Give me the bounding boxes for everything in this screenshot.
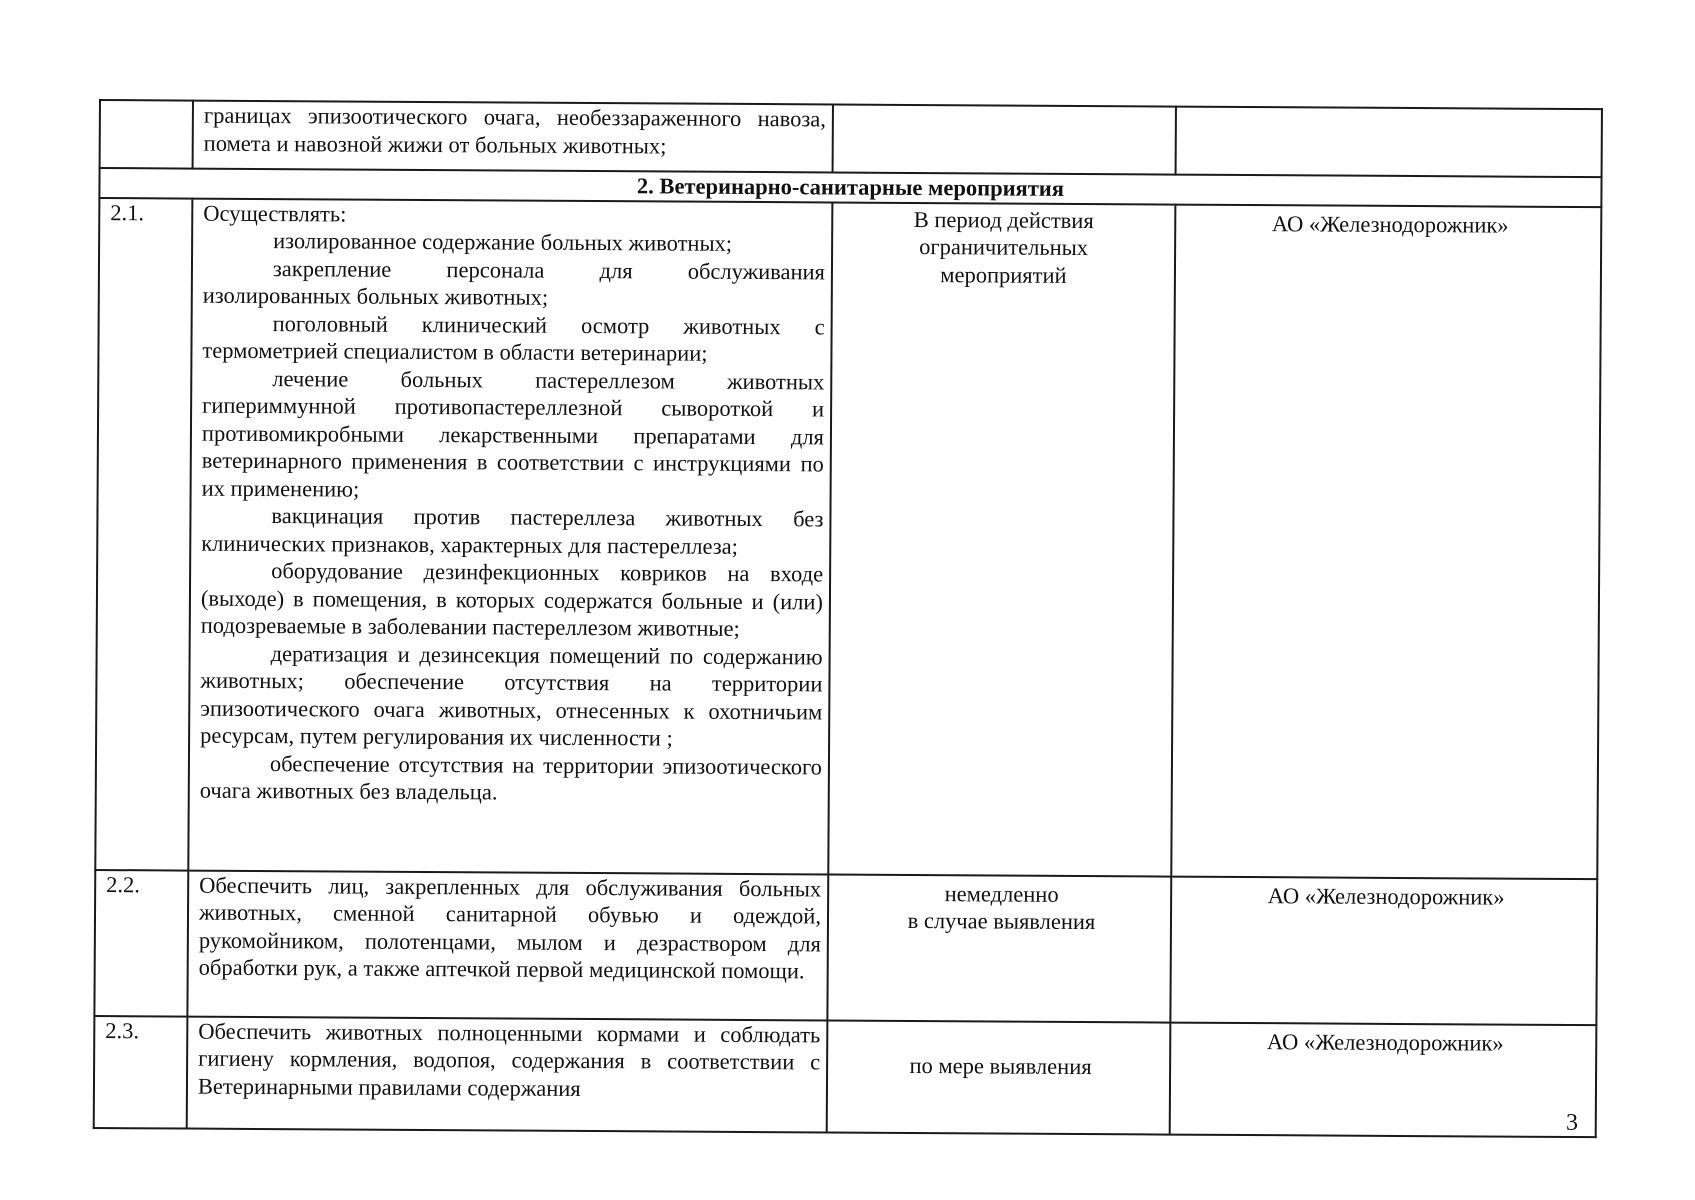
responsible-cell: [1176, 107, 1602, 178]
row-number: 2.2.: [94, 869, 188, 1016]
responsible-text: АО «Железнодорожник»: [1267, 882, 1505, 910]
responsible-text: АО «Железнодорожник»: [1271, 210, 1509, 238]
measure-cell: [187, 1016, 828, 1132]
measure-text: Обеспечить лиц, закрепленных для обслуживания больных животных, сменной санитарной обувью и одеждой, рукомойником, полотенцами, мылом и дезраствором для обработки рук, а также аптечкой первой медицинской помощи.: [198, 872, 822, 984]
row-number: 2.3.: [94, 1015, 188, 1128]
term-cell: [827, 1020, 1171, 1134]
measure-item: поголовный клинический осмотр животных с термометрией специалистом в области ветеринарии;: [202, 310, 825, 366]
responsible-cell: [1171, 204, 1601, 879]
measure-cell: [188, 198, 832, 874]
responsible-cell: [1170, 1022, 1597, 1137]
term-cell: [828, 202, 1175, 876]
section-title: 2. Ветеринарно-санитарные мероприятия: [99, 168, 1601, 207]
page-number: 3: [1566, 1110, 1578, 1136]
responsible-text: АО «Железнодорожник»: [1266, 1028, 1504, 1056]
table-row: [100, 100, 1602, 177]
measure-item: оборудование дезинфекционных ковриков на входе (выходе) в помещения, в которых содержатся больные и (или) подозреваемые в заболевании пастереллезом животные;: [200, 558, 824, 641]
table-row: [94, 1015, 1597, 1136]
row-number: 2.1.: [95, 198, 192, 871]
measure-item: вакцинация против пастереллеза животных без клинических признаков, характерных для пастереллеза;: [201, 503, 824, 559]
term-text: по мере выявления: [909, 1052, 1092, 1079]
measure-cell: [193, 101, 833, 173]
term-line: немедленно: [944, 880, 1059, 907]
measure-item: обеспечение отсутствия на территории эпизоотического очага животных без владельца.: [199, 750, 823, 805]
measure-text: границах эпизоотического очага, необеззараженного навоза, помета и навозной жижи от больных животных;: [203, 102, 826, 158]
table-row: [95, 198, 1601, 879]
term-text: В период действия ограничительных мероприятий: [913, 206, 1094, 288]
measure-item: дератизация и дезинсекция помещений по содержанию животных; обеспечение отсутствия на территории эпизоотического очага животных, отнесенных к охотничьим ресурсам, путем регулирования их численности ;: [200, 640, 823, 751]
measure-item: лечение больных пастереллезом животных гипериммунной противопастереллезной сывороткой и противомикробными лекарственными препаратами для ветеринарного применения в соответствии с инструкциями по их применению;: [201, 365, 825, 502]
measures-table: [93, 99, 1603, 1138]
measure-item: изолированное содержание больных животных;: [273, 228, 733, 256]
responsible-cell: [1170, 876, 1597, 1025]
measure-lead: Осуществлять:: [203, 200, 347, 227]
term-cell: [833, 104, 1176, 174]
measure-item: закрепление персонала для обслуживания изолированных больных животных;: [202, 255, 826, 310]
measure-cell: [187, 870, 828, 1020]
measure-text: Обеспечить животных полноценными кормами и соблюдать гигиену кормления, водопоя, содержания в соответствии с Ветеринарными правилами содержания: [197, 1018, 821, 1101]
term-cell: [827, 874, 1171, 1022]
table-row: [94, 869, 1597, 1024]
term-line: в случае выявления: [907, 907, 1096, 935]
number-cell: [100, 100, 193, 169]
